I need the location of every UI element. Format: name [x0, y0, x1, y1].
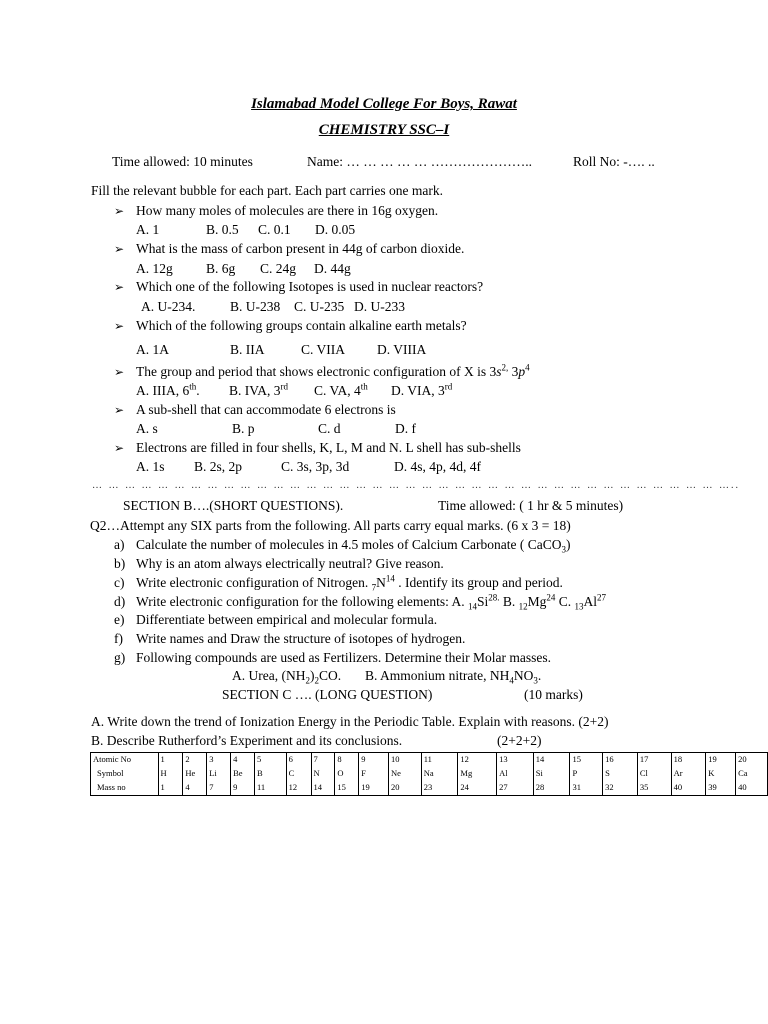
table-row	[91, 767, 768, 781]
part-d: Write electronic configuration for the following elements: A. $_{14}Si^{28.}$ B. $_{12}Mg^{24}$ C. $_{13}Al^{27}$	[136, 592, 607, 612]
atomic-number-cell: 11	[421, 753, 458, 768]
mass-number-cell: 1	[158, 781, 183, 796]
mcq-question: What is the mass of carbon present in 44g of carbon dioxide.	[136, 241, 465, 256]
dotted-divider: … … … … … … … … … … … … … … … … … … … … … … … … … … … … … … … … … … … … … … …..	[92, 480, 740, 491]
arrow-bullet-icon: ➢	[114, 365, 125, 379]
symbol-cell: Li	[207, 767, 231, 781]
option: B. IIA	[230, 342, 265, 357]
arrow-bullet-icon: ➢	[114, 441, 125, 455]
option: D. 0.05	[315, 222, 356, 237]
option: B. p	[232, 421, 255, 436]
mcq-question: Which of the following groups contain alkaline earth metals?	[136, 318, 467, 333]
option: B. 0.5	[206, 222, 239, 237]
row-label: Mass no	[91, 781, 159, 796]
mass-number-cell: 31	[570, 781, 603, 796]
symbol-cell: Na	[421, 767, 458, 781]
option: B. U-238	[230, 299, 281, 314]
option: C. U-235	[294, 299, 345, 314]
atomic-number-cell: 8	[335, 753, 359, 768]
long-question-b-marks: (2+2+2)	[497, 733, 542, 748]
q2-instruction: Q2…Attempt any SIX parts from the following. All parts carry equal marks. (6 x 3 = 18)	[90, 518, 571, 533]
part-label: c)	[114, 575, 125, 590]
option: C. 3s, 3p, 3d	[281, 459, 350, 474]
name-field: Name: … … … … … …………………..	[307, 154, 532, 169]
mcq-options	[136, 222, 355, 238]
mcq-question: Which one of the following Isotopes is used in nuclear reactors?	[136, 279, 484, 294]
arrow-bullet-icon: ➢	[114, 280, 125, 294]
symbol-cell: O	[335, 767, 359, 781]
symbol-cell: H	[158, 767, 183, 781]
long-question-a: A. Write down the trend of Ionization Energy in the Periodic Table. Explain with reasons. (2+2)	[91, 714, 609, 729]
mass-number-cell: 11	[254, 781, 286, 796]
symbol-cell: Be	[231, 767, 255, 781]
option: A. s	[136, 421, 158, 436]
mass-number-cell: 24	[458, 781, 497, 796]
mass-number-cell: 20	[388, 781, 421, 796]
part-label: f)	[114, 631, 123, 646]
arrow-bullet-icon: ➢	[114, 204, 125, 218]
part-e: Differentiate between empirical and molecular formula.	[136, 612, 438, 627]
section-c-marks: (10 marks)	[524, 687, 583, 702]
option: C. VA, 4th	[314, 381, 368, 398]
element-data-table	[90, 752, 768, 796]
mass-number-cell: 23	[421, 781, 458, 796]
option: D. 44g	[314, 261, 351, 276]
option: A. 1A	[136, 342, 169, 357]
row-label: Atomic No	[91, 753, 159, 768]
roll-field: Roll No: -…. ..	[573, 154, 655, 169]
part-g: Following compounds are used as Fertilizers. Determine their Molar masses.	[136, 650, 552, 665]
mass-number-cell: 27	[497, 781, 534, 796]
mcq-question: Electrons are filled in four shells, K, L, M and N. L shell has sub-shells	[136, 440, 521, 455]
option: C. 24g	[260, 261, 297, 276]
symbol-cell: F	[359, 767, 389, 781]
mass-number-cell: 40	[671, 781, 706, 796]
arrow-bullet-icon: ➢	[114, 319, 125, 333]
part-b: Why is an atom always electrically neutral? Give reason.	[136, 556, 444, 571]
part-label: g)	[114, 650, 126, 665]
symbol-cell: Si	[533, 767, 570, 781]
table-row	[91, 753, 768, 768]
option: A. 1	[136, 222, 160, 237]
option: D. VIA, 3rd	[391, 381, 453, 398]
instruction: Fill the relevant bubble for each part. Each part carries one mark.	[91, 183, 443, 198]
mcq-options	[136, 383, 452, 399]
arrow-bullet-icon: ➢	[114, 403, 125, 417]
symbol-cell: K	[706, 767, 736, 781]
option: C. VIIA	[301, 342, 346, 357]
part-label: d)	[114, 594, 126, 609]
atomic-number-cell: 17	[637, 753, 671, 768]
long-question-b: B. Describe Rutherford’s Experiment and its conclusions.	[91, 733, 403, 748]
symbol-cell: Ne	[388, 767, 421, 781]
part-label: a)	[114, 537, 125, 552]
part-f: Write names and Draw the structure of isotopes of hydrogen.	[136, 631, 466, 646]
option: C. 0.1	[258, 222, 291, 237]
fertilizer-a: A. Urea, $(NH_2)_2CO$.	[232, 668, 342, 686]
subject-title: CHEMISTRY SSC–I	[318, 122, 450, 138]
section-b-heading: SECTION B….(SHORT QUESTIONS).	[123, 498, 344, 513]
mass-number-cell: 32	[603, 781, 638, 796]
atomic-number-cell: 2	[183, 753, 207, 768]
atomic-number-cell: 6	[286, 753, 311, 768]
mass-number-cell: 28	[533, 781, 570, 796]
option: D. VIIIA	[377, 342, 427, 357]
symbol-cell: Mg	[458, 767, 497, 781]
mass-number-cell: 9	[231, 781, 255, 796]
mcq-options	[136, 459, 481, 475]
mcq-options	[136, 261, 351, 277]
mass-number-cell: 14	[311, 781, 335, 796]
mcq-question: How many moles of molecules are there in 16g oxygen.	[136, 203, 439, 218]
atomic-number-cell: 9	[359, 753, 389, 768]
option: B. 6g	[206, 261, 236, 276]
part-c: Write electronic configuration of Nitrogen. $_7N^{14}$ . Identify its group and period.	[136, 573, 563, 593]
symbol-cell: Ar	[671, 767, 706, 781]
mass-number-cell: 35	[637, 781, 671, 796]
option: A. 12g	[136, 261, 173, 276]
option: A. U-234.	[141, 299, 196, 314]
atomic-number-cell: 20	[736, 753, 768, 768]
table-row	[91, 781, 768, 796]
row-label: Symbol	[91, 767, 159, 781]
atomic-number-cell: 19	[706, 753, 736, 768]
option: A. IIIA, 6th.	[136, 381, 200, 398]
mcq-options	[141, 299, 405, 315]
symbol-cell: Al	[497, 767, 534, 781]
option: D. U-233	[354, 299, 405, 314]
atomic-number-cell: 1	[158, 753, 183, 768]
mass-number-cell: 40	[736, 781, 768, 796]
atomic-number-cell: 14	[533, 753, 570, 768]
atomic-number-cell: 4	[231, 753, 255, 768]
fertilizer-b: B. Ammonium nitrate, $NH_4NO_3$.	[365, 668, 542, 686]
atomic-number-cell: 10	[388, 753, 421, 768]
symbol-cell: He	[183, 767, 207, 781]
mcq-question: A sub-shell that can accommodate 6 electrons is	[136, 402, 396, 417]
option: B. IVA, 3rd	[229, 381, 289, 398]
mass-number-cell: 19	[359, 781, 389, 796]
atomic-number-cell: 18	[671, 753, 706, 768]
mass-number-cell: 39	[706, 781, 736, 796]
section-b-time: Time allowed: ( 1 hr & 5 minutes)	[438, 498, 624, 513]
part-label: e)	[114, 612, 125, 627]
symbol-cell: C	[286, 767, 311, 781]
part-label: b)	[114, 556, 126, 571]
section-c-heading: SECTION C …. (LONG QUESTION)	[222, 687, 433, 702]
option: C. d	[318, 421, 341, 436]
mcq-options	[136, 421, 416, 437]
symbol-cell: B	[254, 767, 286, 781]
option: A. 1s	[136, 459, 165, 474]
option: D. 4s, 4p, 4d, 4f	[394, 459, 481, 474]
mass-number-cell: 7	[207, 781, 231, 796]
symbol-cell: Cl	[637, 767, 671, 781]
mcq-options	[136, 342, 426, 358]
symbol-cell: P	[570, 767, 603, 781]
symbol-cell: N	[311, 767, 335, 781]
mass-number-cell: 12	[286, 781, 311, 796]
mcq-question: The group and period that shows electronic configuration of X is $3s^{2,}$ $3p^4$	[136, 362, 530, 379]
option: B. 2s, 2p	[194, 459, 243, 474]
atomic-number-cell: 15	[570, 753, 603, 768]
mass-number-cell: 15	[335, 781, 359, 796]
symbol-cell: Ca	[736, 767, 768, 781]
atomic-number-cell: 12	[458, 753, 497, 768]
symbol-cell: S	[603, 767, 638, 781]
time-allowed: Time allowed: 10 minutes	[112, 154, 253, 169]
option: D. f	[395, 421, 416, 436]
part-a: Calculate the number of molecules in 4.5 moles of Calcium Carbonate ( CaCO$_3$)	[136, 537, 571, 555]
atomic-number-cell: 5	[254, 753, 286, 768]
atomic-number-cell: 7	[311, 753, 335, 768]
atomic-number-cell: 3	[207, 753, 231, 768]
atomic-number-cell: 16	[603, 753, 638, 768]
college-title: Islamabad Model College For Boys, Rawat	[251, 96, 517, 112]
atomic-number-cell: 13	[497, 753, 534, 768]
arrow-bullet-icon: ➢	[114, 242, 125, 256]
mass-number-cell: 4	[183, 781, 207, 796]
